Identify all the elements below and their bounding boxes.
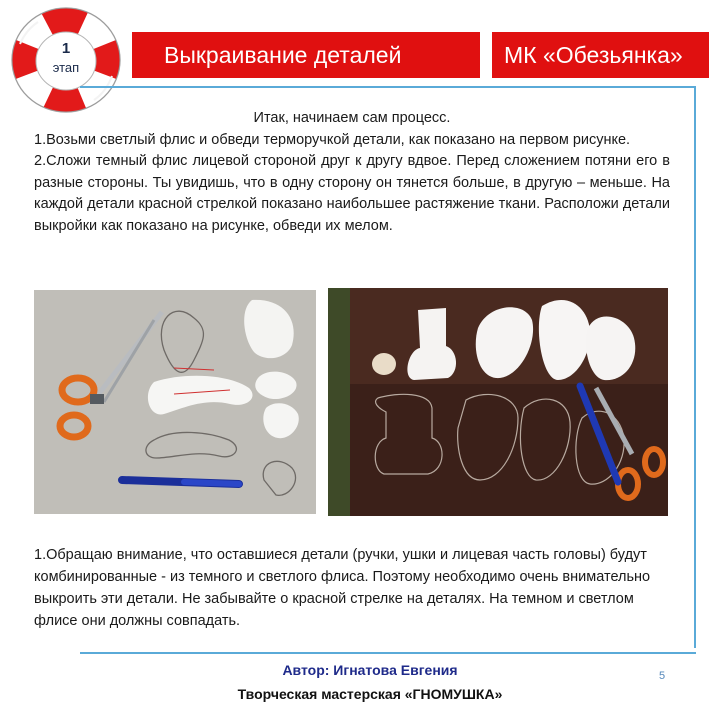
page-number: 5: [658, 670, 666, 682]
instructions: [34, 108, 670, 237]
header-title-bar: [132, 32, 480, 78]
header-divider: [486, 32, 489, 78]
frame-line-right: [694, 86, 696, 648]
stage-number: 1: [61, 40, 71, 57]
page-title: Выкраивание деталей: [164, 41, 402, 68]
intro-lead: Итак, начинаем сам процесс.: [253, 110, 451, 126]
photo-light-fleece: [34, 290, 316, 514]
pen-icon: [122, 480, 239, 484]
stage-label: этап: [52, 60, 80, 75]
step-2: 2.Сложи темный флис лицевой стороной друг к другу вдвое. Перед сложением потяни его в разные стороны. Ты увидишь, что в одну сторону он тянется больше, в другую – меньше. На каждой детали красной стрелкой показано наибольшее растяжение ткани. Расположи детали выкройки как показано на рисунке, обведи их мелом.: [34, 153, 670, 234]
course-title: МК «Обезьянка»: [504, 41, 683, 68]
step-1: 1.Возьми светлый флис и обведи терморучкой детали, как показано на первом рисунке.: [34, 131, 631, 148]
frame-line-top: [80, 86, 696, 88]
attention-note: 1.Обращаю внимание, что оставшиеся детали (ручки, ушки и лицевая часть головы) будут комбинированные - из темного и светлого флиса. Поэтому необходимо очень внимательно выкроить эти детали. Не забывайте о красной стрелке на деталях. На темном и светлом флисе они должны совпадать.: [34, 547, 651, 629]
header-subtitle-bar: [492, 32, 709, 78]
light-fleece-illustration: [34, 290, 316, 514]
author-name: Автор: Игнатова Евгения: [282, 662, 458, 678]
lifebuoy-badge: [6, 4, 126, 116]
photo-dark-fleece: [328, 288, 668, 516]
dark-fleece-illustration: [328, 288, 668, 516]
author-block: [190, 658, 550, 706]
studio-name: Творческая мастерская «ГНОМУШКА»: [237, 686, 503, 702]
frame-line-bottom: [80, 652, 696, 654]
